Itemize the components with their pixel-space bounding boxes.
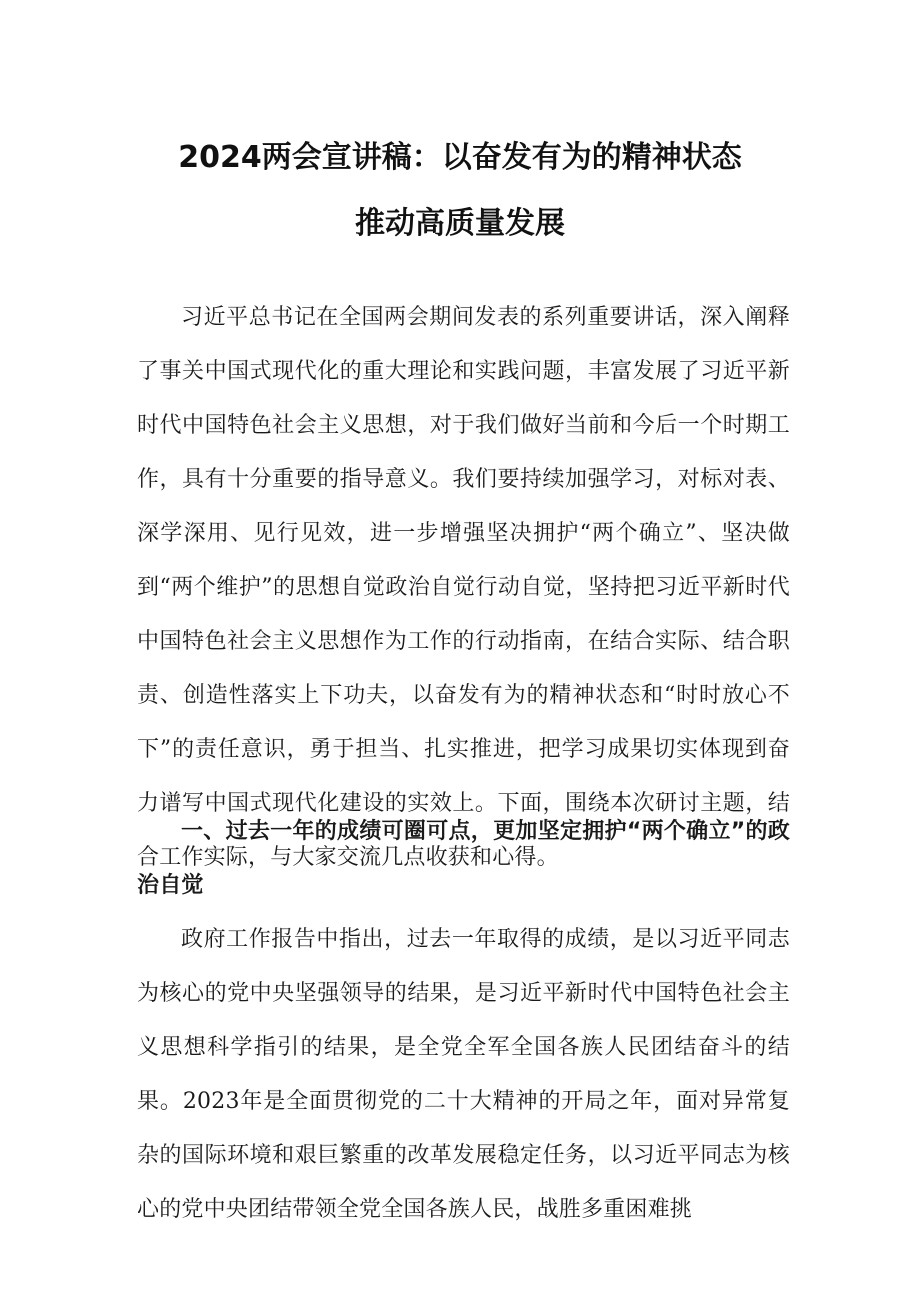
section-heading-1: 一、过去一年的成绩可圈可点，更加坚定拥护“两个确立”的政治自觉: [137, 819, 790, 898]
document-title-line-2: 推动高质量发展: [355, 206, 565, 241]
body-paragraph-2: 政府工作报告中指出，过去一年取得的成绩，是以习近平同志为核心的党中央坚强领导的结果，是习近平新时代中国特色社会主义思想科学指引的结果，是全党全军全国各族人民团结奋斗的结果。2023年是全面贯彻党的二十大精神的开局之年，面对异常复杂的国际环境和艰巨繁重的改革发展稳定任务，以习近平同志为核心的党中央团结带领全党全国各族人民，战胜多重困难挑: [137, 927, 790, 1222]
document-title-line-1: 2024两会宣讲稿：以奋发有为的精神状态: [178, 140, 742, 175]
body-paragraph-1: 习近平总书记在全国两会期间发表的系列重要讲话，深入阐释了事关中国式现代化的重大理论和实践问题，丰富发展了习近平新时代中国特色社会主义思想，对于我们做好当前和今后一个时期工作，具有十分重要的指导意义。我们要持续加强学习，对标对表、深学深用、见行见效，进一步增强坚决拥护“两个确立”、坚决做到“两个维护”的思想自觉政治自觉行动自觉，坚持把习近平新时代中国特色社会主义思想作为工作的行动指南，在结合实际、结合职责、创造性落实上下功夫，以奋发有为的精神状态和“时时放心不下”的责任意识，勇于担当、扎实推进，把学习成果切实体现到奋力谱写中国式现代化建设的实效上。下面，围绕本次研讨主题，结合工作实际，与大家交流几点收获和心得。: [137, 305, 790, 870]
